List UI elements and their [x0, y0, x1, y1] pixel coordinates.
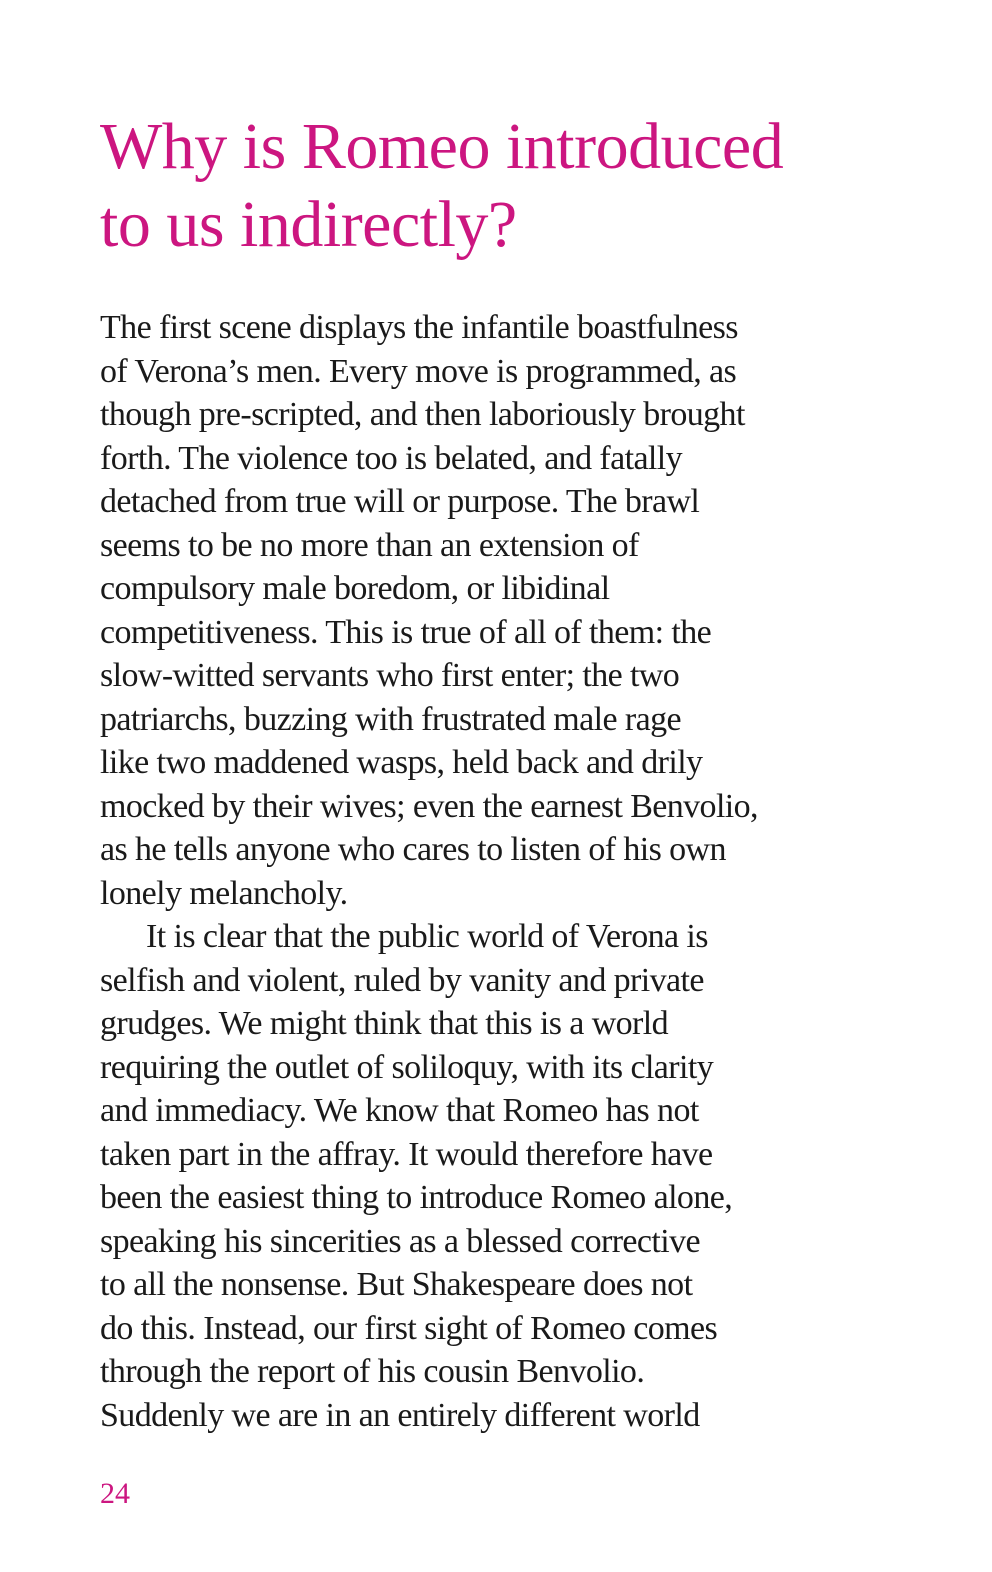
- paragraph-first-line: It is clear that the public world of Verona is: [146, 918, 708, 955]
- text-line: do this. Instead, our first sight of Romeo comes: [100, 1309, 718, 1347]
- text-line: through the report of his cousin Benvolio.: [100, 1353, 645, 1390]
- title-line: Why is Romeo introduced: [100, 110, 784, 183]
- text-line: as he tells anyone who cares to listen of his own: [100, 831, 726, 868]
- text-line: The first scene displays the infantile boastfulness: [100, 309, 738, 346]
- text-line: forth. The violence too is belated, and fatally: [100, 439, 683, 477]
- text-line: Suddenly we are in an entirely different world: [100, 1396, 700, 1434]
- text-line: requiring the outlet of soliloquy, with its clarity: [100, 1048, 714, 1086]
- text-line: competitiveness. This is true of all of them: the: [100, 613, 712, 651]
- text-line: seems to be no more than an extension of: [100, 526, 639, 564]
- text-line: and immediacy. We know that Romeo has not: [100, 1092, 699, 1129]
- text-line: of Verona’s men. Every move is programmed, as: [100, 352, 737, 390]
- text-line: taken part in the affray. It would therefore have: [100, 1135, 713, 1173]
- text-line: lonely melancholy.: [100, 874, 348, 912]
- text-line: speaking his sincerities as a blessed corrective: [100, 1222, 700, 1260]
- text-line: like two maddened wasps, held back and drily: [100, 744, 703, 781]
- title-line: to us indirectly?: [100, 188, 517, 261]
- text-line: grudges. We might think that this is a world: [100, 1005, 669, 1042]
- text-line: though pre-scripted, and then laboriously brought: [100, 396, 745, 433]
- text-line: compulsory male boredom, or libidinal: [100, 570, 610, 607]
- text-line: patriarchs, buzzing with frustrated male rage: [100, 700, 681, 738]
- text-line: mocked by their wives; even the earnest Benvolio,: [100, 787, 758, 825]
- body-text: [100, 306, 900, 1437]
- text-line: been the easiest thing to introduce Romeo alone,: [100, 1179, 733, 1216]
- page-number: 24: [100, 1477, 130, 1510]
- text-line: to all the nonsense. But Shakespeare does not: [100, 1266, 693, 1303]
- text-line: slow-witted servants who first enter; the two: [100, 657, 680, 694]
- text-line: detached from true will or purpose. The brawl: [100, 483, 700, 520]
- text-line: selfish and violent, ruled by vanity and private: [100, 961, 704, 999]
- page-title: [100, 108, 900, 264]
